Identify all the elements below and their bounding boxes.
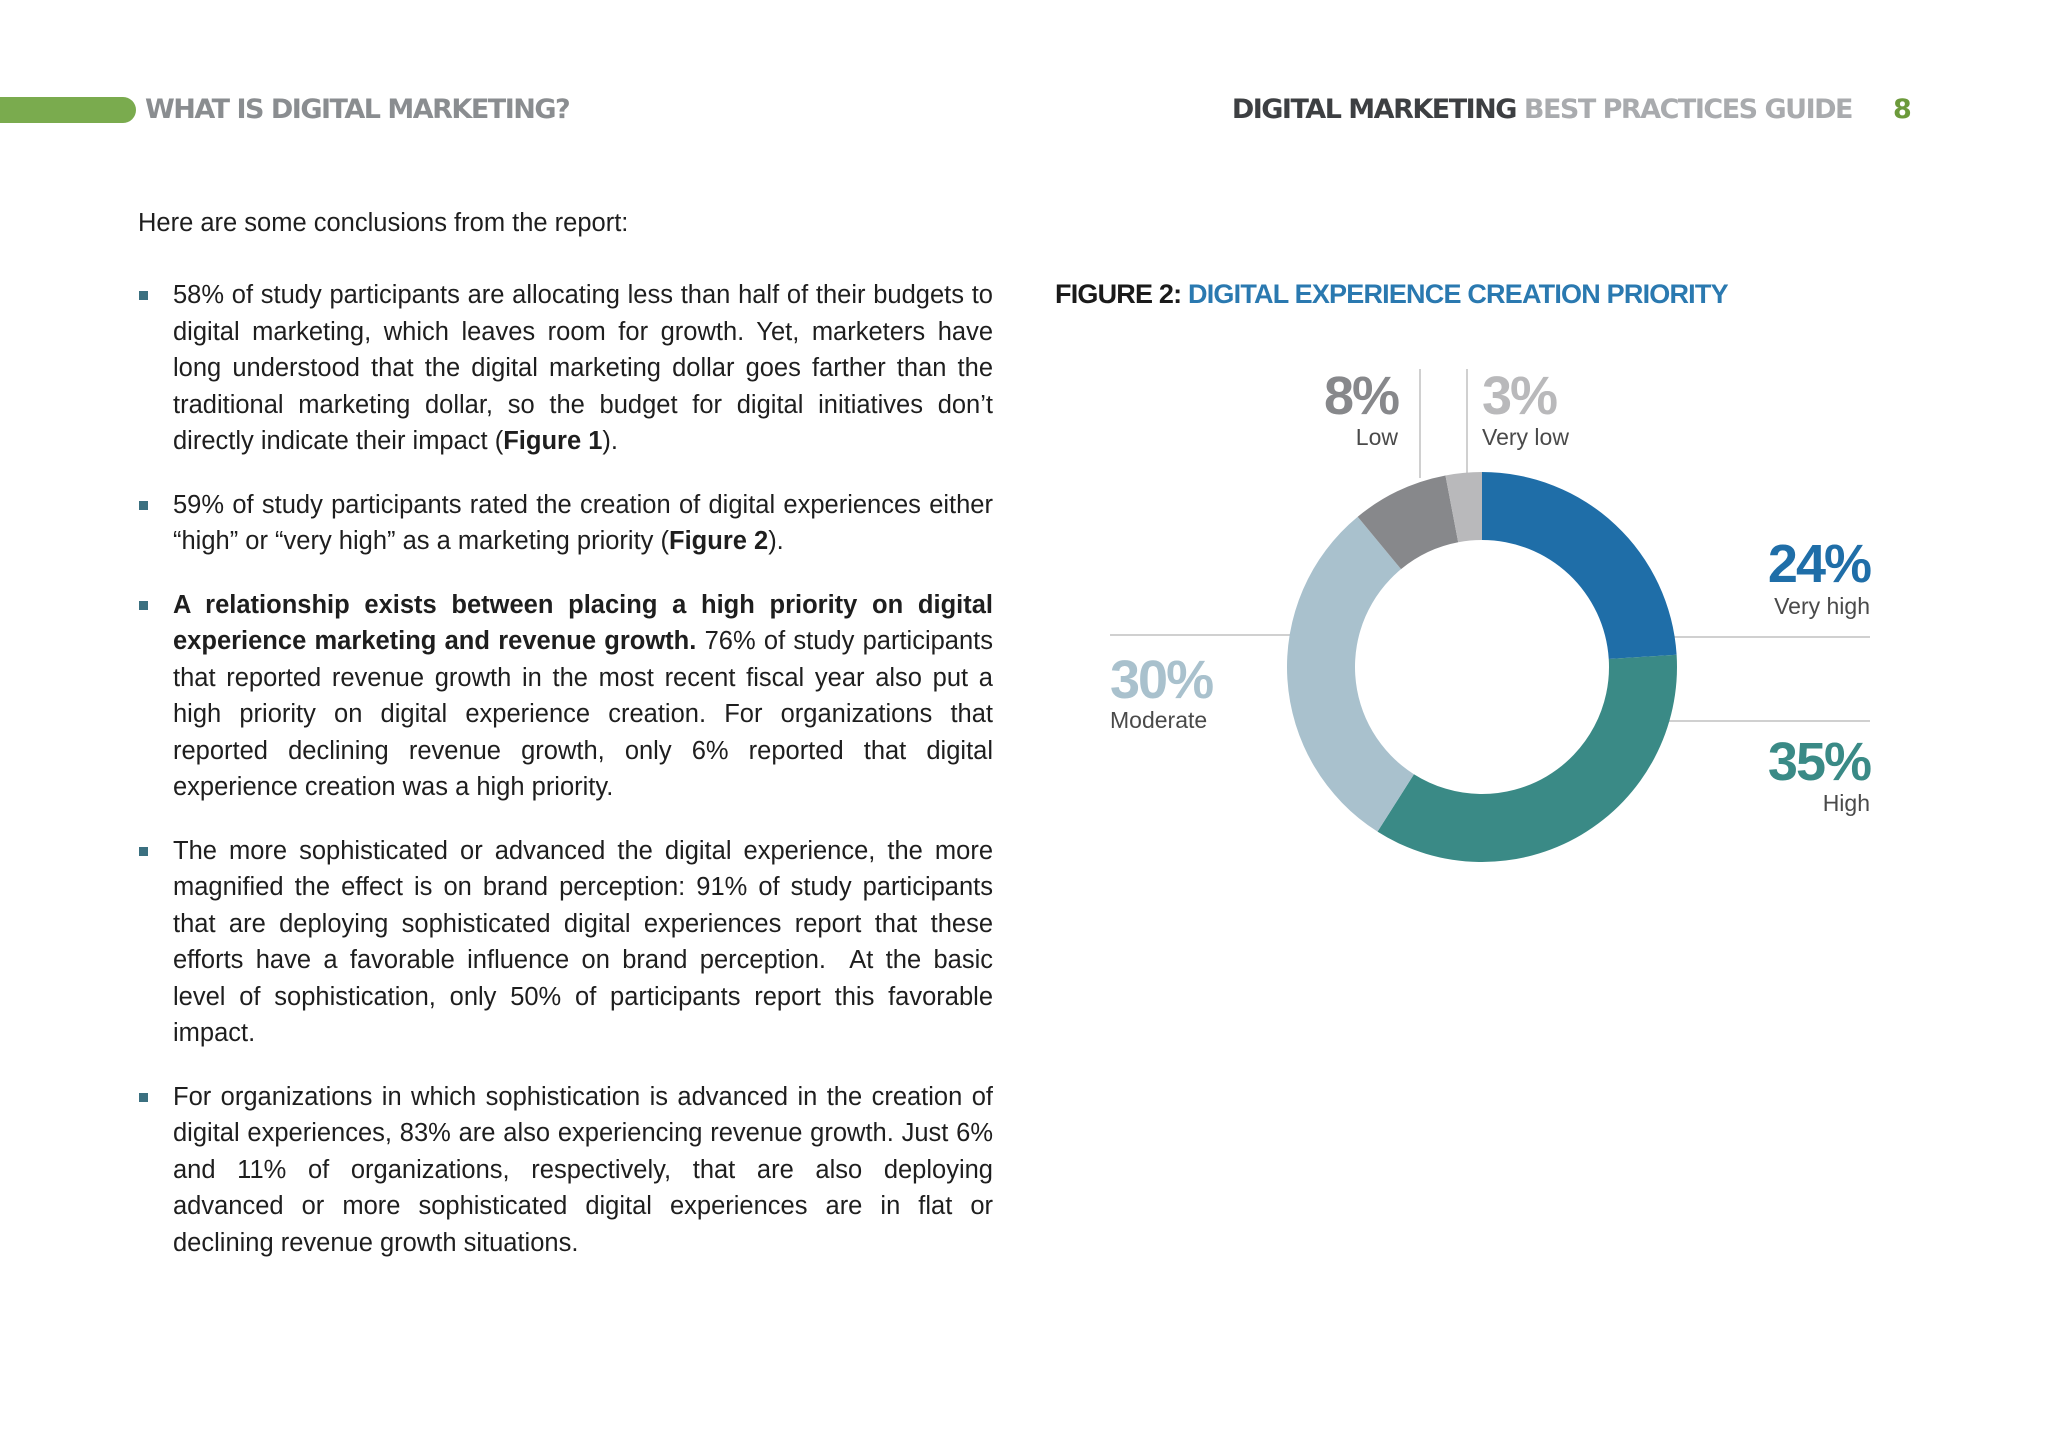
- donut-slice-very-high: [1482, 472, 1677, 659]
- category-label-low: Low: [1355, 424, 1398, 450]
- category-label-very-high: Very high: [1774, 593, 1870, 619]
- bullet-square-icon: [139, 291, 148, 300]
- list-item-text: 58% of study participants are allocating less than half of their budgets to digital marketing, which leaves room for growth. Yet, marketers have long understood that the digital marketing dollar goes farther than the traditional marketing dollar, so the budget for digital initiatives don’t directly indicate their impact (Figure 1).: [173, 281, 993, 455]
- bullet-square-icon: [139, 501, 148, 510]
- bullet-square-icon: [139, 1093, 148, 1102]
- category-label-moderate: Moderate: [1110, 707, 1208, 733]
- conclusions-list: [138, 277, 993, 1288]
- donut-slice-high: [1378, 655, 1677, 862]
- list-item: [138, 833, 993, 1052]
- figure-prefix: FIGURE 2:: [1055, 279, 1182, 309]
- list-item: [138, 277, 993, 460]
- list-item-text: For organizations in which sophistication is advanced in the creation of digital experiences, 83% are also experiencing revenue growth. Just 6% and 11% of organizations, respectively, that are also deploying advanced or more sophisticated digital experiences are in flat or declining revenue growth situations.: [173, 1082, 993, 1257]
- donut-slice-moderate: [1287, 517, 1414, 832]
- category-label-very-low: Very low: [1482, 424, 1569, 450]
- data-label-very-high: 24%: [1767, 534, 1870, 594]
- list-item: [138, 487, 993, 560]
- data-label-very-low: 3%: [1482, 366, 1557, 426]
- list-item-text: 59% of study participants rated the creation of digital experiences either “high” or “very high” as a marketing priority (Figure 2).: [173, 490, 993, 555]
- section-accent-bar: [0, 97, 136, 123]
- donut-slice-low: [1358, 475, 1459, 569]
- intro-text: Here are some conclusions from the report:: [138, 209, 629, 237]
- bullet-square-icon: [139, 847, 148, 856]
- guide-title: [1232, 94, 1852, 125]
- data-label-low: 8%: [1323, 366, 1398, 426]
- guide-title-strong: DIGITAL MARKETING: [1231, 94, 1516, 125]
- list-item-text: The more sophisticated or advanced the digital experience, the more magnified the effect is on brand perception: 91% of study participants that are deploying sophisticated digital experiences report that these efforts have a favorable influence on brand perception. At the basic level of sophistication, only 50% of participants report this favorable impact.: [173, 836, 993, 1047]
- list-item-text: A relationship exists between placing a high priority on digital experience marketing and revenue growth. 76% of study participants that reported revenue growth in the most recent fiscal year also put a high priority on digital experience creation. For organizations that reported declining revenue growth, only 6% reported that digital experience creation was a high priority.: [173, 590, 994, 801]
- data-label-high: 35%: [1767, 732, 1870, 792]
- list-item: [138, 1079, 993, 1262]
- page-number: 8: [1893, 94, 1912, 125]
- guide-title-light: BEST PRACTICES GUIDE: [1523, 94, 1852, 125]
- list-item: [138, 587, 993, 806]
- donut-slice-very-low: [1445, 472, 1482, 542]
- category-label-high: High: [1822, 790, 1870, 816]
- figure-title: [1055, 279, 1728, 310]
- data-label-moderate: 30%: [1110, 650, 1213, 710]
- figure-title-text: DIGITAL EXPERIENCE CREATION PRIORITY: [1188, 279, 1728, 309]
- bullet-square-icon: [139, 601, 148, 610]
- section-title: WHAT IS DIGITAL MARKETING?: [145, 94, 570, 125]
